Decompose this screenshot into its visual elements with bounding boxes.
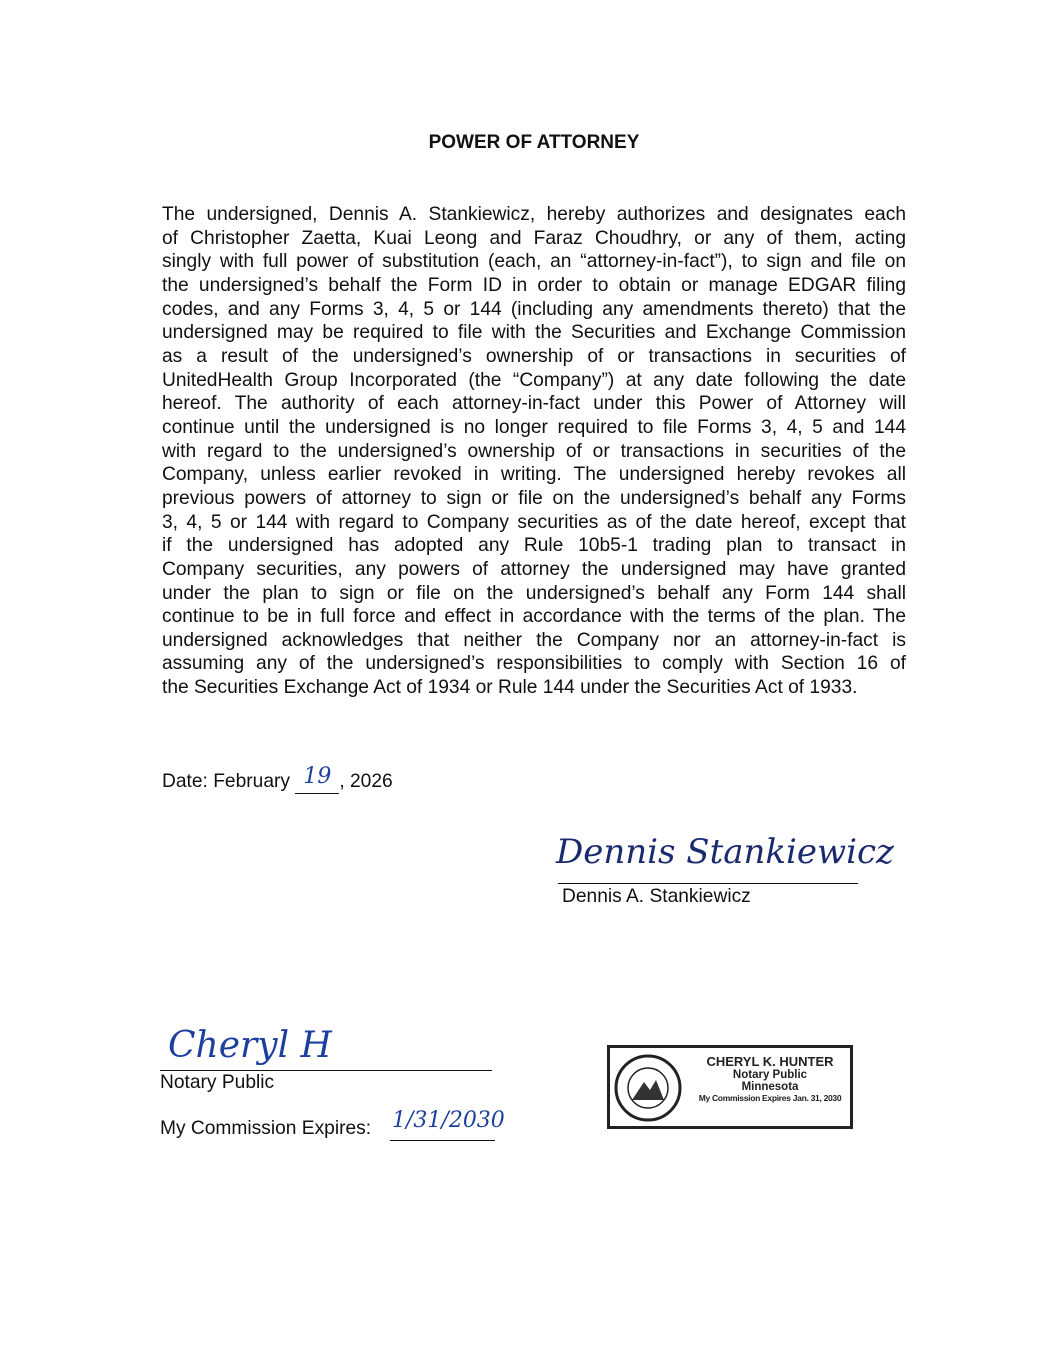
stamp-state: Minnesota xyxy=(741,1081,799,1093)
body-line: as a result of the undersigned’s ownership of or transactions in securities of xyxy=(162,345,906,367)
body-line: singly with full power of substitution (each, an “attorney-in-fact”), to sign and file on xyxy=(162,251,906,273)
document-body xyxy=(162,203,906,700)
document-title: POWER OF ATTORNEY xyxy=(428,132,640,153)
signer-name: Dennis A. Stankiewicz xyxy=(562,886,751,907)
body-line: under the plan to sign or file on the undersigned’s behalf any Form 144 shall xyxy=(162,582,906,604)
stamp-expires: My Commission Expires Jan. 31, 2030 xyxy=(698,1093,842,1103)
state-seal-icon xyxy=(614,1054,682,1122)
body-line: assuming any of the undersigned’s responsibilities to comply with Section 16 of xyxy=(162,653,906,675)
body-line: continue until the undersigned is no longer required to file Forms 3, 4, 5 and 144 xyxy=(162,416,906,438)
notary-stamp xyxy=(607,1045,853,1129)
body-line: Company securities, any powers of attorney the undersigned may have granted xyxy=(162,558,906,580)
body-line: if the undersigned has adopted any Rule 10b5-1 trading plan to transact in xyxy=(162,535,906,557)
body-line: Company, unless earlier revoked in writing. The undersigned hereby revokes all xyxy=(162,464,906,486)
stamp-title: Notary Public xyxy=(732,1069,808,1081)
body-line: the undersigned’s behalf the Form ID in order to obtain or manage EDGAR filing xyxy=(162,274,906,296)
body-line: previous powers of attorney to sign or file on the undersigned’s behalf any Forms xyxy=(162,487,906,509)
date-line xyxy=(162,764,393,794)
body-line: The undersigned, Dennis A. Stankiewicz, hereby authorizes and designates each xyxy=(162,204,906,225)
date-day: 19 xyxy=(303,764,332,789)
date-label: Date: February xyxy=(162,771,290,792)
notary-label: Notary Public xyxy=(160,1072,275,1093)
body-line: 3, 4, 5 or 144 with regard to Company securities as of the date hereof, except that xyxy=(162,511,906,533)
stamp-name: CHERYL K. HUNTER xyxy=(706,1054,834,1069)
commission-expires-label: My Commission Expires: xyxy=(160,1118,372,1139)
body-line: undersigned acknowledges that neither the Company nor an attorney-in-fact is xyxy=(162,629,906,651)
body-line: continue to be in full force and effect in accordance with the terms of the plan. The xyxy=(162,606,906,628)
body-line: of Christopher Zaetta, Kuai Leong and Faraz Choudhry, or any of them, acting xyxy=(162,227,906,249)
body-line: with regard to the undersigned’s ownership of or transactions in securities of the xyxy=(162,440,906,462)
date-year: , 2026 xyxy=(339,771,393,792)
commission-expires-value: 1/31/2030 xyxy=(392,1108,505,1133)
body-line: undersigned may be required to file with the Securities and Exchange Commission xyxy=(162,322,906,344)
body-line: hereof. The authority of each attorney-in-fact under this Power of Attorney will xyxy=(162,393,906,415)
body-line: codes, and any Forms 3, 4, 5 or 144 (including any amendments thereto) that the xyxy=(162,298,906,320)
signer-signature: Dennis Stankiewicz xyxy=(556,832,894,872)
body-line: the Securities Exchange Act of 1934 or Rule 144 under the Securities Act of 1933. xyxy=(162,677,858,699)
body-line: UnitedHealth Group Incorporated (the “Company”) at any date following the date xyxy=(162,369,906,391)
notary-signature: Cheryl H xyxy=(168,1025,332,1066)
